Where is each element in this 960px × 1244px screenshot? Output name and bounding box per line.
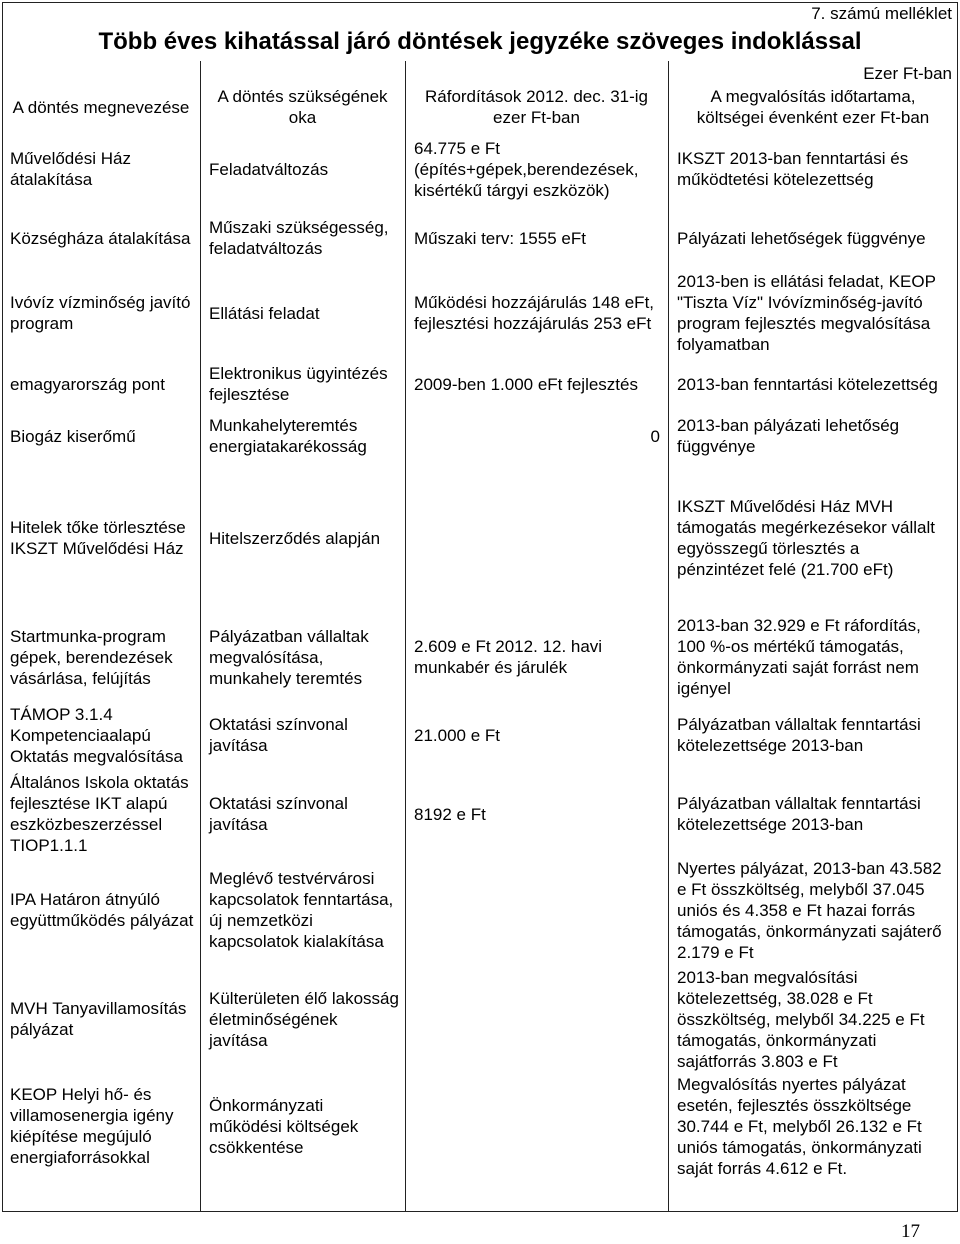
cell-expenditure: 21.000 e Ft (414, 725, 501, 745)
cell-decision-reason: Oktatási színvonal javítása (209, 715, 348, 755)
cell-expenditure: Működési hozzájárulás 148 eFt, fejlesztési hozzájárulás 253 eFt (414, 293, 655, 333)
cell-duration-costs: 2013-ban fenntartási kötelezettség (677, 374, 938, 394)
cell-decision-name: Biogáz kiserőmű (10, 426, 136, 446)
cell-expenditure: 8192 e Ft (414, 804, 486, 824)
cell-decision-name: MVH Tanyavillamosítás pályázat (10, 999, 187, 1039)
cell-expenditure: 2009-ben 1.000 eFt fejlesztés (414, 374, 638, 394)
cell-decision-name: Hitelek tőke törlesztése IKSZT Művelődési Ház (10, 518, 186, 558)
cell-expenditure: Műszaki terv: 1555 eFt (414, 228, 586, 248)
cell-duration-costs: Pályázati lehetőségek függvénye (677, 228, 926, 248)
cell-decision-name: KEOP Helyi hő- és villamosenergia igény kiépítése megújuló energiaforrásokkal (10, 1085, 174, 1167)
cell-decision-reason: Hitelszerződés alapján (209, 528, 381, 548)
cell-decision-name: Startmunka-program gépek, berendezések vásárlása, felújítás (10, 626, 173, 688)
cell-expenditure: 0 (650, 426, 660, 446)
cell-decision-reason: Külterületen élő lakosság életminőségének javítása (209, 988, 399, 1050)
cell-decision-name: Művelődési Ház átalakítása (10, 149, 131, 189)
cell-duration-costs: Megvalósítás nyertes pályázat esetén, fejlesztés összköltsége 30.744 e Ft, melyből 26.132 e Ft uniós támogatás, önkormányzati saját forrás 4.612 e Ft. (677, 1074, 922, 1178)
cell-decision-name: Községháza átalakítása (10, 228, 191, 248)
cell-duration-costs: Pályázatban vállaltak fenntartási kötelezettsége 2013-ban (677, 715, 921, 755)
column-header-duration-costs: A megvalósítás időtartama, költségei évenként ezer Ft-ban (696, 87, 930, 127)
currency-unit-note: Ezer Ft-ban (863, 64, 952, 83)
table-row (2, 965, 958, 1073)
cell-expenditure (405, 492, 668, 584)
table-row (2, 771, 958, 857)
cell-duration-costs: Nyertes pályázat, 2013-ban 43.582 e Ft összköltség, melyből 37.045 uniós és 4.358 e Ft hazai forrás támogatás, önkormányzati sajáterő 2.179 e Ft (677, 858, 942, 962)
cell-duration-costs: 2013-ban megvalósítási kötelezettség, 38.028 e Ft összköltség, melyből 34.225 e Ft támogatás, önkormányzati sajátforrás 3.803 e Ft (677, 967, 925, 1071)
cell-decision-reason: Ellátási feladat (209, 303, 320, 323)
cell-duration-costs: Pályázatban vállaltak fenntartási kötelezettsége 2013-ban (677, 794, 921, 834)
table-row (2, 613, 958, 701)
cell-expenditure (405, 965, 668, 1073)
cell-decision-name: emagyarország pont (10, 374, 165, 394)
cell-decision-name: TÁMOP 3.1.4 Kompetenciaalapú Oktatás megvalósítása (10, 704, 183, 766)
table-row (2, 210, 958, 266)
column-header-expenditure: Ráfordítások 2012. dec. 31-ig ezer Ft-ban (424, 87, 649, 127)
table-header-row (2, 83, 958, 131)
table-row (2, 492, 958, 584)
column-header-decision: A döntés megnevezése (12, 97, 190, 117)
cell-duration-costs: 2013-ban 32.929 e Ft ráfordítás, 100 %-os mértékű támogatás, önkormányzati saját forrást nem igényel (677, 616, 921, 698)
cell-decision-reason: Elektronikus ügyintézés fejlesztése (209, 364, 388, 404)
cell-duration-costs: 2013-ban pályázati lehetőség függvénye (677, 416, 900, 456)
cell-decision-reason: Pályázatban vállaltak megvalósítása, munkahely teremtés (209, 626, 369, 688)
page-number: 17 (901, 1221, 920, 1242)
document-title: Több éves kihatással járó döntések jegyzéke szöveges indoklással (98, 28, 862, 55)
cell-expenditure (405, 1072, 668, 1180)
cell-decision-reason: Meglévő testvérvárosi kapcsolatok fenntartása, új nemzetközi kapcsolatok kialakítása (209, 869, 394, 951)
cell-decision-name: Általános Iskola oktatás fejlesztése IKT alapú eszközbeszerzéssel TIOP1.1.1 (10, 773, 189, 855)
cell-decision-reason: Műszaki szükségesség, feladatváltozás (209, 218, 389, 258)
cell-expenditure (405, 856, 668, 964)
table-row (2, 703, 958, 767)
cell-duration-costs: IKSZT Művelődési Ház MVH támogatás megérkezésekor vállalt egyösszegű törlesztés a pénzintézet felé (21.700 eFt) (677, 497, 935, 579)
table-row (2, 269, 958, 357)
table-row (2, 136, 958, 202)
table-row (2, 1072, 958, 1180)
cell-decision-reason: Munkahelyteremtés energiatakarékosság (209, 416, 367, 456)
cell-decision-reason: Oktatási színvonal javítása (209, 794, 348, 834)
table-row (2, 412, 958, 460)
cell-decision-reason: Önkormányzati működési költségek csökkentése (209, 1095, 359, 1157)
annex-label: 7. számú melléklet (811, 4, 952, 23)
cell-expenditure: 64.775 e Ft (építés+gépek,berendezések, kisértékű tárgyi eszközök) (414, 138, 639, 200)
cell-duration-costs: 2013-ben is ellátási feladat, KEOP "Tiszta Víz" Ivóvízminőség-javító program fejlesztés megvalósítása folyamatban (677, 272, 936, 354)
column-header-reason: A döntés szükségének oka (217, 87, 388, 127)
table-row (2, 360, 958, 408)
cell-expenditure: 2.609 e Ft 2012. 12. havi munkabér és járulék (414, 637, 603, 677)
table-row (2, 856, 958, 964)
cell-decision-name: Ivóvíz vízminőség javító program (10, 293, 191, 333)
cell-decision-reason: Feladatváltozás (209, 159, 329, 179)
cell-duration-costs: IKSZT 2013-ban fenntartási és működtetési kötelezettség (677, 149, 909, 189)
cell-decision-name: IPA Határon átnyúló együttműködés pályázat (10, 890, 194, 930)
